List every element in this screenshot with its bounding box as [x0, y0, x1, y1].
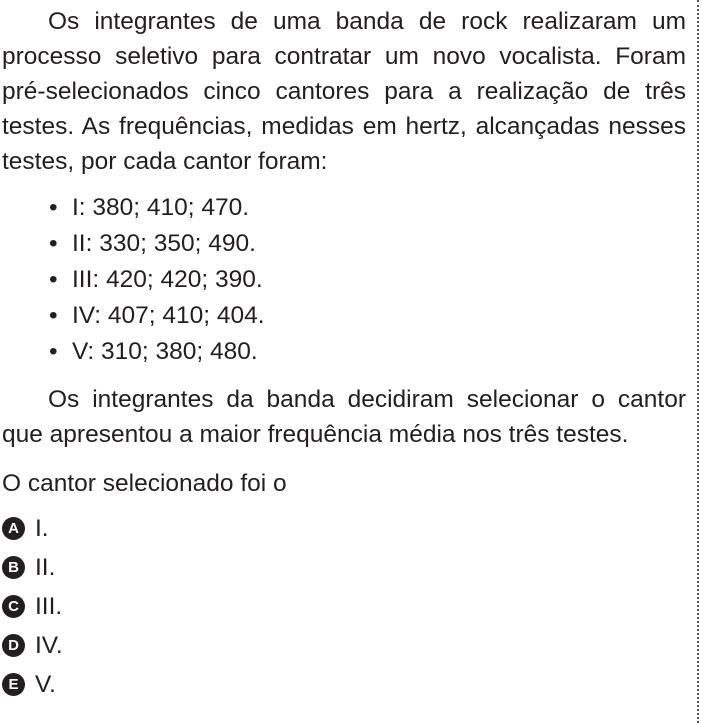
option-letter-d-icon[interactable]: D	[2, 634, 25, 657]
option-e-text[interactable]: V.	[35, 671, 56, 698]
option-letter-e-icon[interactable]: E	[2, 673, 25, 696]
option-d[interactable]	[2, 626, 686, 665]
bullet-icon: •	[49, 302, 58, 329]
bullet-icon: •	[49, 230, 58, 257]
singer-frequencies: V: 310; 380; 480.	[72, 338, 258, 365]
option-a-text[interactable]: I.	[35, 515, 49, 542]
option-c-text[interactable]: III.	[35, 593, 63, 620]
singer-frequencies: I: 380; 410; 470.	[72, 194, 250, 221]
list-item	[2, 226, 686, 262]
option-d-text[interactable]: IV.	[35, 632, 63, 659]
bullet-icon: •	[49, 194, 58, 221]
option-b[interactable]	[2, 548, 686, 587]
column-divider	[697, 0, 699, 723]
bullet-icon: •	[49, 338, 58, 365]
bullet-icon: •	[49, 266, 58, 293]
option-a[interactable]	[2, 509, 686, 548]
question-content	[2, 4, 686, 704]
decision-paragraph: Os integrantes da banda decidiram selecionar o cantor que apresentou a maior frequência média nos três testes.	[2, 386, 686, 448]
list-item	[2, 190, 686, 226]
singer-frequencies: II: 330; 350; 490.	[72, 230, 256, 257]
option-letter-b-icon[interactable]: B	[2, 556, 25, 579]
list-item	[2, 334, 686, 370]
answer-options	[2, 509, 686, 704]
singer-frequency-list	[2, 190, 686, 370]
singer-frequencies: IV: 407; 410; 404.	[72, 302, 265, 329]
option-letter-c-icon[interactable]: C	[2, 595, 25, 618]
option-letter-a-icon[interactable]: A	[2, 517, 25, 540]
option-e[interactable]	[2, 665, 686, 704]
option-b-text[interactable]: II.	[35, 554, 56, 581]
option-c[interactable]	[2, 587, 686, 626]
list-item	[2, 298, 686, 334]
singer-frequencies: III: 420; 420; 390.	[72, 266, 263, 293]
intro-paragraph: Os integrantes de uma banda de rock realizaram um processo seletivo para contratar um novo vocalista. Foram pré-selecionados cinco cantores para a realização de três testes. As frequências, medidas em hertz, alcançadas nesses testes, por cada cantor foram:	[2, 8, 686, 175]
list-item	[2, 262, 686, 298]
question-prompt: O cantor selecionado foi o	[2, 470, 287, 497]
